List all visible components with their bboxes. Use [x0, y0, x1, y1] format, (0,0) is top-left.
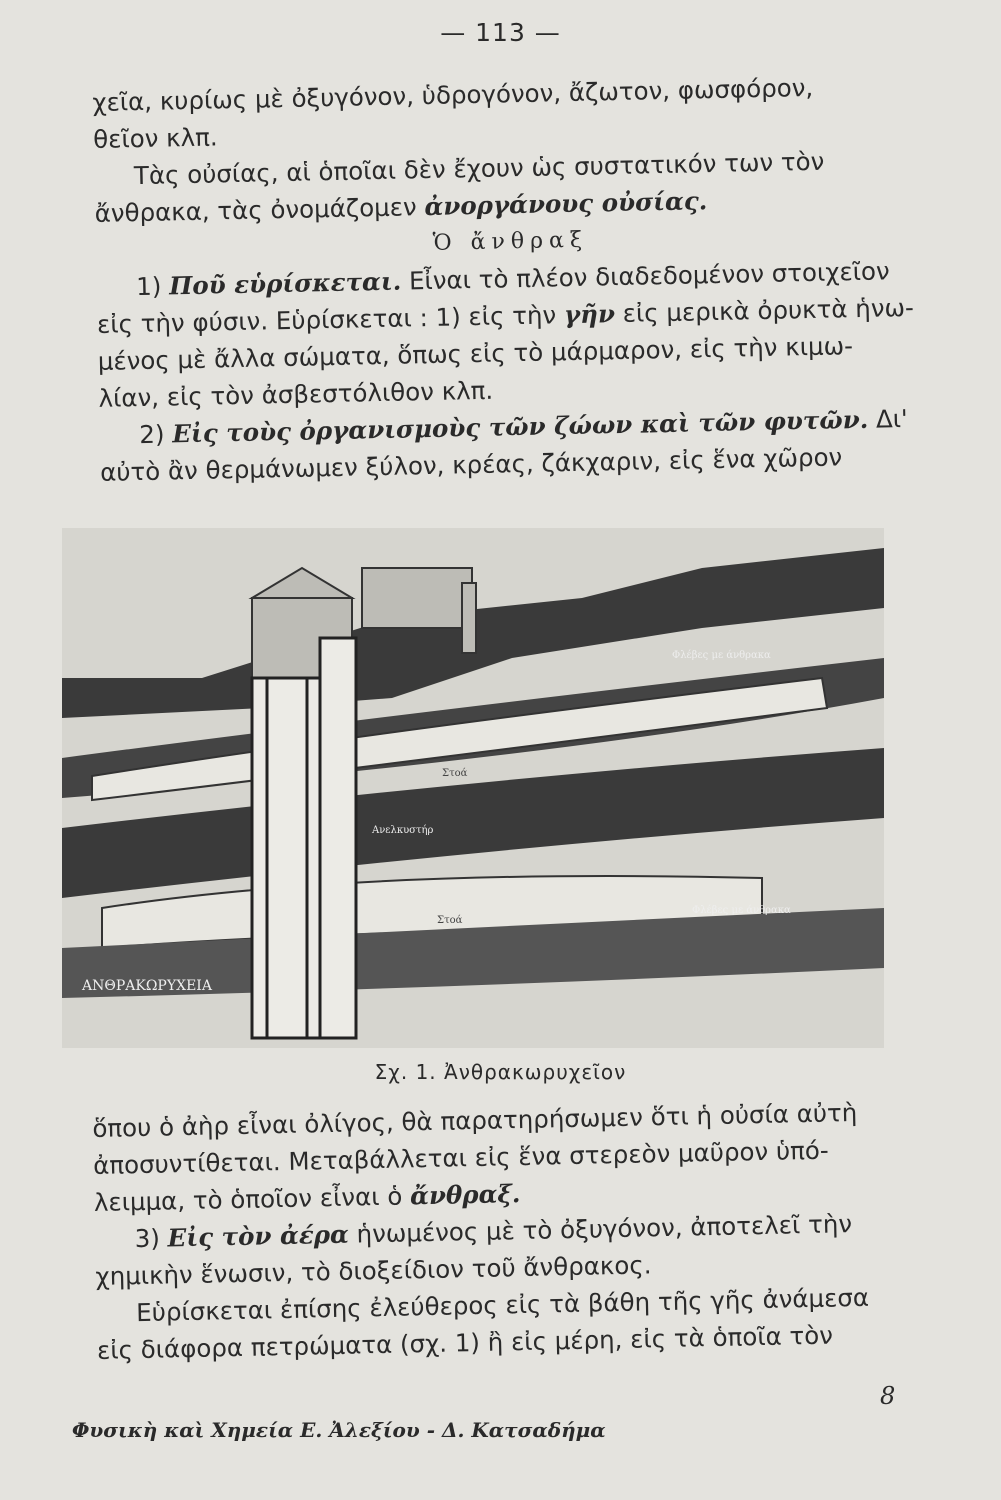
figure-caption: Σχ. 1. Ἀνθρακωρυχεῖον	[374, 1060, 627, 1084]
text-line: χεῖα, κυρίως μὲ ὀξυγόνον, ὑδρογόνον, ἄζωτον, φωσφόρον,	[92, 72, 814, 117]
text-line: χημικὴν ἕνωσιν, τὸ διοξείδιον τοῦ ἄνθρακος.	[95, 1250, 652, 1291]
figure-label-gallery-1: Στοά	[442, 768, 468, 779]
subheading: Εἰς τοὺς ὀργανισμοὺς τῶν ζώων καὶ τῶν φυτῶν.	[171, 404, 869, 449]
mine-shaft	[252, 638, 356, 1038]
coal-mine-illustration	[62, 528, 884, 1048]
subheading: Εἰς τὸν ἀέρα	[167, 1219, 350, 1253]
bottom-text	[92, 1093, 927, 1369]
text-line: ἀποσυντίθεται. Μεταβάλλεται εἰς ἕνα στερεὸν μαῦρον ὑπό-	[92, 1135, 829, 1180]
text-line: αὐτὸ ἂν θερμάνωμεν ξύλον, κρέας, ζάκχαριν, εἰς ἕνα χῶρον	[99, 442, 843, 487]
emphasis: γῆν	[563, 299, 616, 330]
figure-label-gallery-2: Στοά	[437, 915, 463, 926]
text-line: ὅπου ὁ ἀὴρ εἶναι ὀλίγος, θὰ παρατηρήσωμεν ὅτι ἡ οὐσία αὐτὴ	[92, 1097, 858, 1143]
text-line: Εὑρίσκεται ἐπίσης ἐλεύθερος εἰς τὰ βάθη τῆς γῆς ἀνάμεσα	[135, 1282, 870, 1328]
term-inorganic: ἀνοργάνους οὐσίας.	[424, 186, 708, 222]
item-number: 3)	[134, 1223, 168, 1254]
text-line: Τὰς οὐσίας, αἱ ὁποῖαι δὲν ἔχουν ὡς συστατικόν των τὸν	[133, 146, 825, 191]
subheading: Ποῦ εὑρίσκεται.	[168, 266, 402, 301]
footer-book-title: Φυσικὴ καὶ Χημεία Ε. Ἀλεξίου - Δ. Κατσαδήμα	[72, 1418, 606, 1442]
item-number: 1)	[135, 271, 170, 302]
top-text	[92, 67, 930, 491]
page-number: — 113 —	[440, 18, 561, 47]
figure-label-mine: ΑΝΘΡΑΚΩΡΥΧΕΙΑ	[82, 978, 212, 994]
text-fragment: ἡνωμένος μὲ τὸ ὀξυγόνον, ἀποτελεῖ τὴν	[348, 1209, 853, 1249]
text-line: εἰς διάφορα πετρώματα (σχ. 1) ἢ εἰς μέρη, εἰς τὰ ὁποῖα τὸν	[96, 1320, 834, 1365]
figure-label-middle: Ανελκυστήρ	[372, 825, 434, 836]
text-fragment: Δι'	[867, 403, 909, 434]
text-fragment: ἄνθρακα, τὰς ὀνομάζομεν	[94, 192, 425, 228]
text-fragment: λειμμα, τὸ ὁποῖον εἶναι ὁ	[93, 1181, 411, 1217]
text-line: μένος μὲ ἄλλα σώματα, ὅπως εἰς τὸ μάρμαρον, εἰς τὴν κιμω-	[97, 331, 854, 376]
figure-label-vein-bottom: Φλέβες με άνθρακα	[692, 905, 791, 916]
item-number: 2)	[139, 419, 173, 450]
signature-mark: 8	[880, 1382, 896, 1410]
figure-label-vein-top: Φλέβες με άνθρακα	[672, 650, 771, 661]
section-heading: Ὁ ἄνθραξ	[432, 227, 589, 256]
text-line: θεῖον κλπ.	[92, 122, 218, 154]
text-fragment: εἰς τὴν φύσιν. Εὑρίσκεται : 1) εἰς τὴν	[96, 300, 565, 339]
text-fragment: Εἶναι τὸ πλέον διαδεδομένον στοιχεῖον	[400, 256, 890, 296]
text-fragment: εἰς μερικὰ ὀρυκτὰ ἡνω-	[614, 292, 915, 329]
term-carbon: ἄνθραξ.	[409, 1179, 521, 1211]
text-line: λίαν, εἰς τὸν ἀσβεστόλιθον κλπ.	[98, 375, 494, 413]
